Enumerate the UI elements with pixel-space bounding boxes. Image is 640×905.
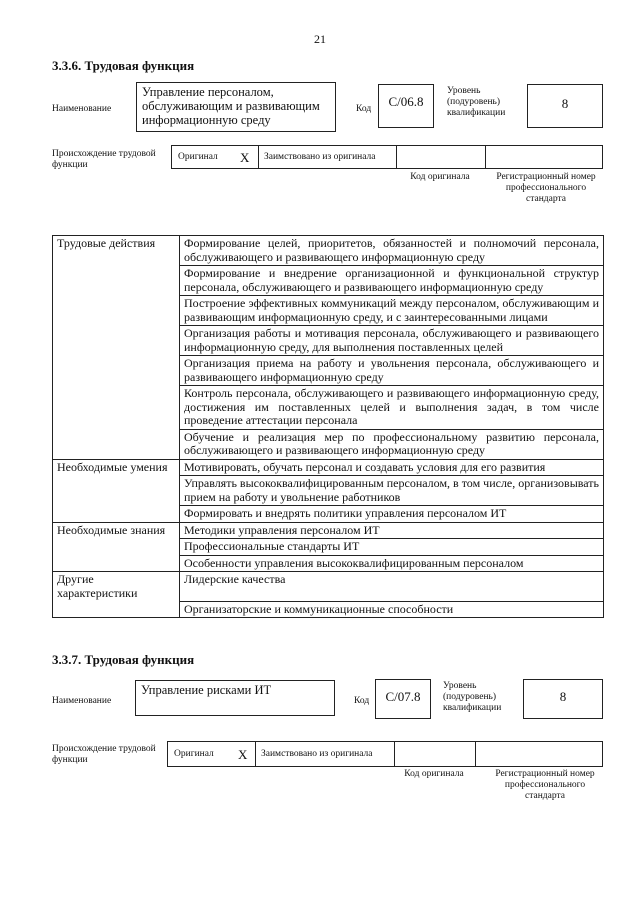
table-cell-item: Методики управления персоналом ИТ	[180, 522, 604, 539]
table-cell-item: Особенности управления высококвалифицированным персоналом	[180, 555, 604, 572]
code-orig-label: Код оригинала	[410, 172, 470, 182]
table-cell-item: Организация приема на работу и увольнения персонала, обслуживающего и развивающего информационную среду	[180, 356, 604, 386]
row-group-label-cont	[53, 386, 180, 430]
table-cell-item: Организаторские и коммуникационные способности	[180, 601, 604, 618]
row-group-label-cont	[53, 326, 180, 356]
divider	[255, 741, 256, 767]
level-label: Уровень (подуровень) квалификации	[447, 86, 506, 118]
section-title: 3.3.6. Трудовая функция	[52, 58, 195, 73]
row-group-label: Другие характеристики	[53, 572, 180, 602]
code-orig-label: Код оригинала	[404, 769, 464, 779]
level-value-box	[523, 679, 603, 719]
row-group-label-cont	[53, 539, 180, 556]
reg-number-label: Регистрационный номер профессионального стандарта	[496, 172, 596, 204]
table-row	[53, 555, 604, 572]
divider	[394, 741, 395, 767]
table-row	[53, 539, 604, 556]
origin-label: Происхождение трудовой функции	[52, 149, 156, 170]
table-cell-item: Организация работы и мотивация персонала, обслуживающего и развивающего информационную среду, для выполнения поставленных целей	[180, 326, 604, 356]
level-value: 8	[561, 96, 569, 111]
borrowed-label: Заимствовано из оригинала	[261, 749, 373, 759]
name-value: Управление персоналом, обслуживающим и развивающим информационную среду	[142, 85, 320, 127]
code-value: C/06.8	[388, 94, 424, 109]
code-value: C/07.8	[385, 689, 421, 704]
origin-row	[171, 145, 603, 169]
name-label: Наименование	[52, 104, 112, 114]
table-cell-item: Лидерские качества	[180, 572, 604, 602]
origin-row	[167, 741, 603, 767]
table-cell-item: Мотивировать, обучать персонал и создавать условия для его развития	[180, 459, 604, 476]
divider	[475, 741, 476, 767]
name-label: Наименование	[52, 696, 112, 706]
divider	[396, 145, 397, 169]
table-row	[53, 296, 604, 326]
code-value-box	[378, 84, 434, 128]
row-group-label: Необходимые знания	[53, 522, 180, 539]
table-row	[53, 601, 604, 618]
table-cell-item: Контроль персонала, обслуживающего и развивающего информационную среду, достижения им поставленных целей и выполнения задач, в том числе проведение аттестации персонала	[180, 386, 604, 430]
name-value: Управление рисками ИТ	[141, 683, 272, 697]
table-row	[53, 429, 604, 459]
section-title: 3.3.7. Трудовая функция	[52, 652, 195, 667]
table-cell-item: Формировать и внедрять политики управления персоналом ИТ	[180, 506, 604, 523]
row-group-label-cont	[53, 601, 180, 618]
table-row	[53, 356, 604, 386]
level-value-box	[527, 84, 603, 128]
function-details-table	[52, 235, 604, 618]
table-row	[53, 326, 604, 356]
table-row	[53, 522, 604, 539]
reg-number-label: Регистрационный номер профессионального стандарта	[495, 769, 595, 801]
code-value-box	[375, 679, 431, 719]
table-cell-item: Построение эффективных коммуникаций между персоналом, обслуживающим и развивающим информационную среду, и с заинтересованными лицами	[180, 296, 604, 326]
row-group-label: Необходимые умения	[53, 459, 180, 476]
table-row	[53, 266, 604, 296]
table-cell-item: Обучение и реализация мер по профессиональному развитию персонала, обслуживающего и развивающего информационную среду	[180, 429, 604, 459]
row-group-label-cont	[53, 506, 180, 523]
table-row	[53, 506, 604, 523]
table-cell-item: Формирование целей, приоритетов, обязанностей и полномочий персонала, обслуживающего и развивающего информационную среду	[180, 236, 604, 266]
row-group-label: Трудовые действия	[53, 236, 180, 266]
code-label: Код	[354, 696, 370, 706]
table-row	[53, 459, 604, 476]
original-label: Оригинал	[174, 749, 214, 759]
table-row	[53, 386, 604, 430]
row-group-label-cont	[53, 429, 180, 459]
table-cell-item: Профессиональные стандарты ИТ	[180, 539, 604, 556]
divider	[485, 145, 486, 169]
borrowed-label: Заимствовано из оригинала	[264, 152, 376, 162]
original-label: Оригинал	[178, 152, 218, 162]
row-group-label-cont	[53, 296, 180, 326]
level-label: Уровень (подуровень) квалификации	[443, 681, 502, 713]
row-group-label-cont	[53, 555, 180, 572]
page-number: 21	[314, 32, 326, 46]
table-row	[53, 572, 604, 602]
origin-label: Происхождение трудовой функции	[52, 744, 156, 765]
row-group-label-cont	[53, 356, 180, 386]
row-group-label-cont	[53, 476, 180, 506]
table-cell-item: Формирование и внедрение организационной и функциональной структур персонала, обслуживающего и развивающего информационную среду	[180, 266, 604, 296]
name-value-box	[136, 82, 336, 132]
table-row	[53, 236, 604, 266]
original-mark: X	[240, 150, 250, 165]
table-cell-item: Управлять высококвалифицированным персоналом, в том числе, организовывать прием на работу и увольнение работников	[180, 476, 604, 506]
divider	[258, 145, 259, 169]
code-label: Код	[356, 104, 372, 114]
table-row	[53, 476, 604, 506]
row-group-label-cont	[53, 266, 180, 296]
original-mark: X	[238, 747, 248, 762]
level-value: 8	[559, 689, 567, 704]
name-value-box	[135, 680, 335, 716]
